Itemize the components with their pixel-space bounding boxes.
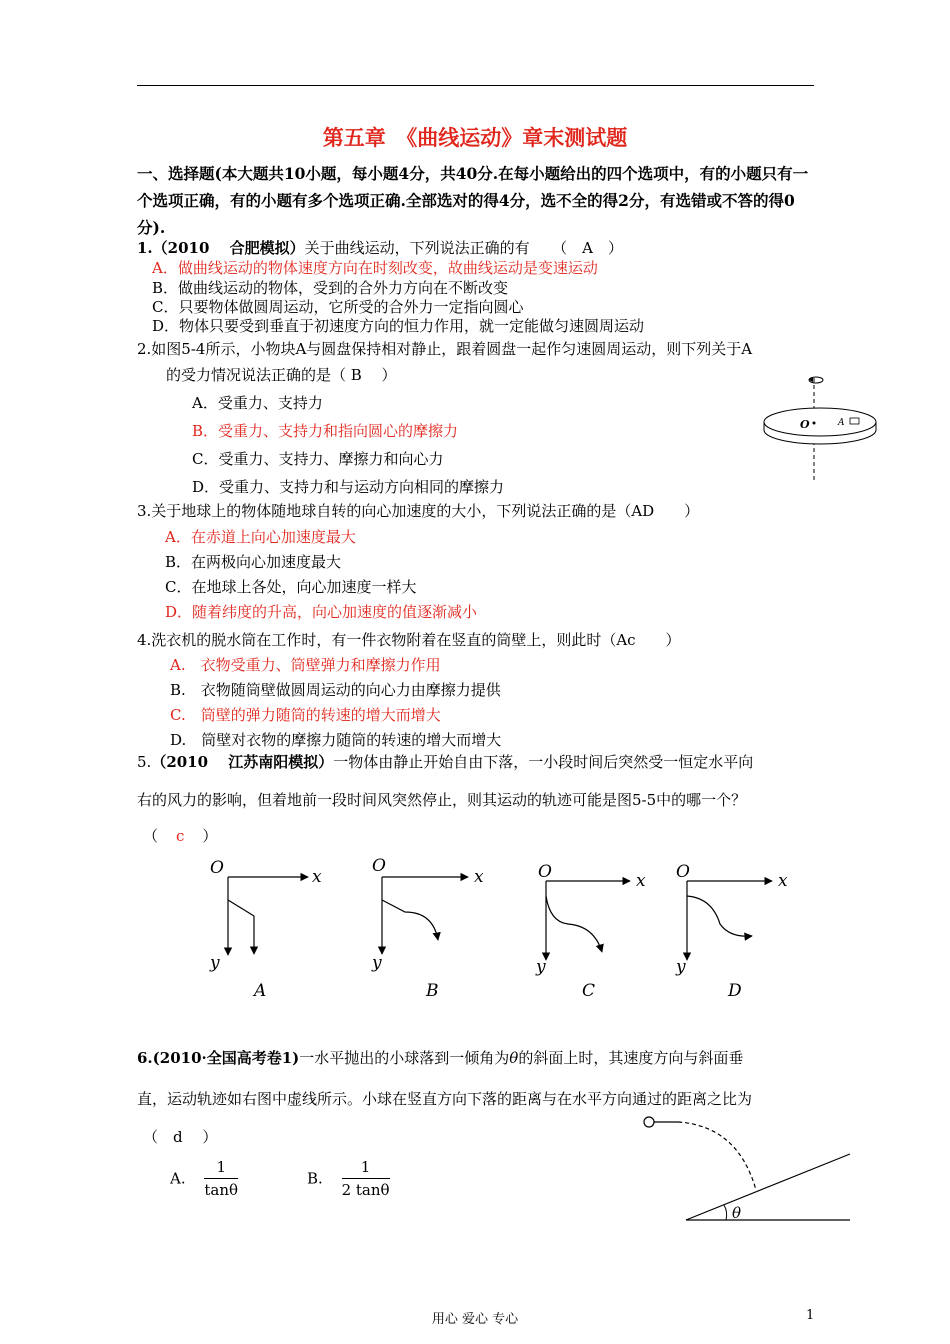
question-2-stem-line1: 2.如图5-4所示，小物块A与圆盘保持相对静止，跟着圆盘一起作匀速圆周运动，则下列关于A xyxy=(137,340,753,358)
option-b-fraction: $\frac{1}{2 \tan\theta}$ xyxy=(341,1158,390,1199)
question-text: 一水平抛出的小球落到一倾角为 xyxy=(299,1049,510,1067)
option-c-graph xyxy=(535,862,646,1001)
option-a-graph xyxy=(209,858,322,1001)
svg-text:x: x xyxy=(312,867,322,887)
ball xyxy=(644,1117,654,1127)
block-label: A xyxy=(838,418,845,428)
q1-option-b: B．做曲线运动的物体，受到的合外力方向在不断改变 xyxy=(152,279,509,297)
q3-option-c: C．在地球上各处，向心加速度一样大 xyxy=(165,578,417,596)
svg-text:O: O xyxy=(210,858,224,878)
question-source: （2010 江苏南阳模拟） xyxy=(151,753,334,771)
svg-text:y: y xyxy=(676,957,686,977)
svg-text:y: y xyxy=(536,957,546,977)
question-3-stem: 3.关于地球上的物体随地球自转的向心加速度的大小，下列说法正确的是（AD ） xyxy=(137,502,700,520)
option-b-label: B xyxy=(426,981,439,1001)
incline-line xyxy=(686,1154,850,1220)
question-number: 1. xyxy=(137,239,153,257)
question-5-stem-line1 xyxy=(137,751,753,772)
q6-option-b: B. $\frac{1}{2 \tan\theta}$ xyxy=(307,1158,390,1199)
header-rule xyxy=(137,85,814,86)
option-b-graph xyxy=(371,856,484,1001)
q4-option-b: B. 衣物随筒壁做圆周运动的向心力由摩擦力提供 xyxy=(170,681,501,699)
q4-option-c: C. 筒壁的弹力随筒的转速的增大而增大 xyxy=(170,706,441,724)
q2-option-a: A．受重力、支持力 xyxy=(192,394,323,412)
q3-option-b: B．在两极向心加速度最大 xyxy=(165,553,342,571)
question-text-cont: 的斜面上时，其速度方向与斜面垂 xyxy=(518,1049,744,1067)
section-instructions: 一、选择题(本大题共10小题，每小题4分，共40分.在每小题给出的四个选项中，有的小题只有一个选项正确，有的小题有多个选项正确.全部选对的得4分，选不全的得2分，有选错或不答的得0分). xyxy=(137,164,809,237)
question-5-answer: （ c ） xyxy=(143,827,218,845)
svg-text:y: y xyxy=(372,953,382,973)
q4-option-d: D. 筒壁对衣物的摩擦力随筒的转速的增大而增大 xyxy=(170,731,502,749)
question-text: 关于曲线运动，下列说法正确的有 （ A ） xyxy=(304,239,623,257)
svg-text:x: x xyxy=(636,871,646,891)
question-5-stem-line2: 右的风力的影响，但着地前一段时间风突然停止，则其运动的轨迹可能是图5-5中的哪一个？ xyxy=(137,791,747,809)
option-d-graph xyxy=(675,862,788,1001)
question-6-stem-line1 xyxy=(137,1047,743,1068)
incline-projectile-figure xyxy=(636,1108,856,1228)
q1-option-a: A．做曲线运动的物体速度方向在时刻改变，故曲线运动是变速运动 xyxy=(152,259,598,277)
trajectory-dashed xyxy=(678,1122,756,1190)
page-number: 1 xyxy=(806,1308,815,1323)
small-block xyxy=(850,418,859,424)
option-a-label: A xyxy=(254,981,267,1001)
disk-center-label: O xyxy=(800,418,810,431)
page-footer: 用心 爱心 专心 xyxy=(431,1312,519,1327)
option-c-label: C xyxy=(582,981,596,1001)
question-4-stem: 4.洗衣机的脱水筒在工作时，有一件衣物附着在竖直的筒壁上，则此时（Ac ） xyxy=(137,631,681,649)
question-2-stem-line2: 的受力情况说法正确的是（ B ） xyxy=(166,366,397,384)
rotating-disk-figure xyxy=(752,370,882,485)
svg-text:O: O xyxy=(538,862,552,882)
question-text: 一物体由静止开始自由下落，一小段时间后突然受一恒定水平向 xyxy=(333,753,754,771)
theta-angle-label: θ xyxy=(732,1204,742,1222)
question-6-stem-line2: 直，运动轨迹如右图中虚线所示。小球在竖直方向下落的距离与在水平方向通过的距离之比为 xyxy=(137,1090,753,1108)
q3-option-a: A．在赤道上向心加速度最大 xyxy=(165,528,356,546)
answer-letter: c xyxy=(176,827,185,845)
option-a-fraction: $\frac{1}{\tan\theta}$ xyxy=(204,1158,239,1199)
q2-option-b: B．受重力、支持力和指向圆心的摩擦力 xyxy=(192,422,459,440)
q1-option-d: D．物体只要受到垂直于初速度方向的恒力作用，就一定能做匀速圆周运动 xyxy=(152,317,645,335)
svg-text:x: x xyxy=(778,871,788,891)
question-number: 5. xyxy=(137,753,152,771)
trajectory-options-figure xyxy=(190,850,810,1010)
q2-option-c: C．受重力、支持力、摩擦力和向心力 xyxy=(192,450,444,468)
svg-text:O: O xyxy=(676,862,690,882)
svg-text:y: y xyxy=(210,953,220,973)
q4-option-a: A. 衣物受重力、筒壁弹力和摩擦力作用 xyxy=(170,656,441,674)
question-6-answer: （ d ） xyxy=(143,1128,218,1146)
theta-symbol: θ xyxy=(509,1049,519,1067)
page-title: 第五章 《曲线运动》章末测试题 xyxy=(322,125,628,150)
q1-option-c: C．只要物体做圆周运动，它所受的合外力一定指向圆心 xyxy=(152,298,524,316)
question-source: （2010 合肥模拟） xyxy=(152,239,305,257)
svg-text:O: O xyxy=(372,856,386,876)
svg-text:x: x xyxy=(474,867,484,887)
question-source: 6.(2010·全国高考卷1) xyxy=(137,1049,300,1067)
option-d-label: D xyxy=(728,981,742,1001)
question-1-stem xyxy=(137,237,623,258)
q3-option-d: D．随着纬度的升高，向心加速度的值逐渐减小 xyxy=(165,603,478,621)
q6-option-a: A. $\frac{1}{\tan\theta}$ xyxy=(170,1158,239,1199)
q2-option-d: D．受重力、支持力和与运动方向相同的摩擦力 xyxy=(192,478,505,496)
